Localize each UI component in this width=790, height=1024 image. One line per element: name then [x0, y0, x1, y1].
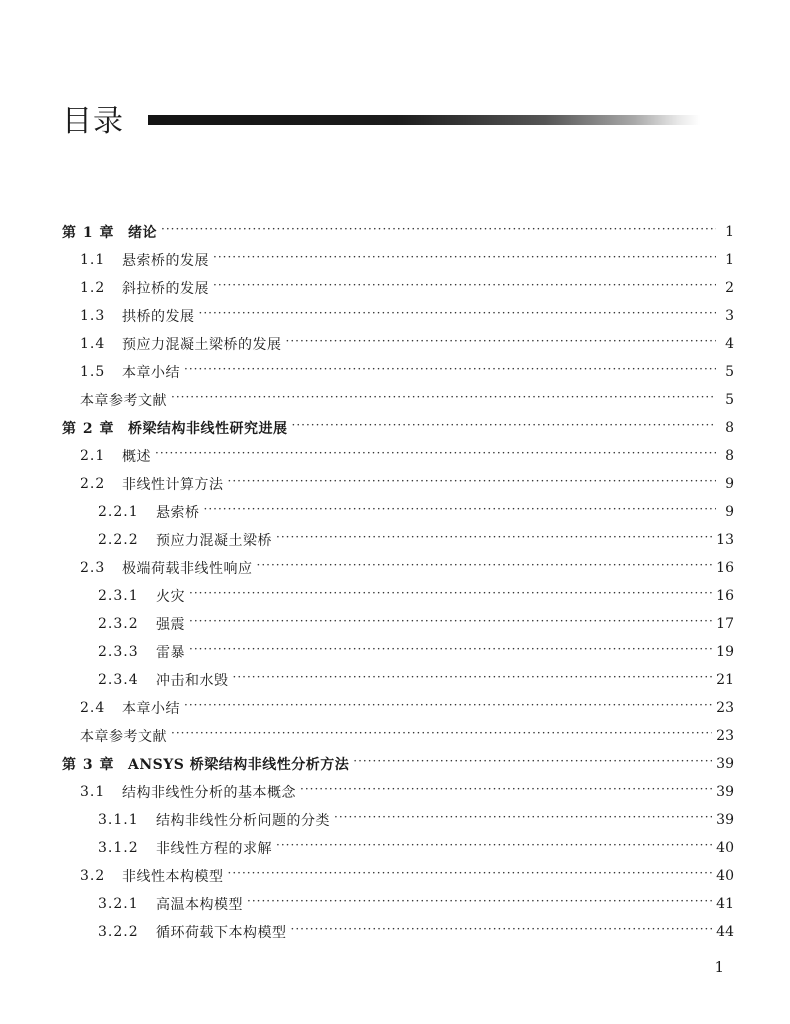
toc-dot-leader	[189, 617, 712, 631]
toc-entry-title: 冲击和水毁	[156, 673, 229, 689]
toc-entry-page: 19	[716, 644, 734, 660]
toc-entry-page: 5	[725, 364, 734, 380]
toc-dot-leader	[247, 897, 712, 911]
toc-entry-page: 9	[725, 476, 734, 492]
table-of-contents	[62, 218, 734, 946]
toc-entry-title: 本章小结	[122, 701, 180, 717]
toc-entry-title: 预应力混凝土梁桥的发展	[122, 337, 282, 353]
toc-dot-leader	[228, 477, 717, 491]
toc-entry-title: 拱桥的发展	[122, 309, 195, 325]
toc-entry-number: 2.2.2	[98, 532, 139, 548]
toc-entry-title: 循环荷载下本构模型	[156, 925, 287, 941]
toc-entry-number: 3.2	[80, 868, 106, 884]
toc-entry-page: 40	[716, 868, 734, 884]
toc-entry-title: ANSYS 桥梁结构非线性分析方法	[128, 757, 350, 773]
toc-chapter-entry[interactable]	[62, 414, 734, 442]
toc-chapter-entry[interactable]	[62, 750, 734, 778]
toc-dot-leader	[233, 673, 713, 687]
toc-entry-title: 雷暴	[156, 645, 185, 661]
toc-entry-title: 非线性本构模型	[122, 869, 224, 885]
toc-entry-title: 本章参考文献	[80, 729, 167, 745]
toc-entry-number: 1.2	[80, 280, 106, 296]
toc-dot-leader	[300, 785, 712, 799]
toc-entry-number: 3.2.2	[98, 924, 139, 940]
toc-references-entry[interactable]	[62, 722, 734, 750]
toc-section-entry[interactable]	[62, 330, 734, 358]
toc-entry-page: 17	[716, 616, 734, 632]
footer-page-number: 1	[714, 958, 724, 976]
toc-entry-number: 第 2 章	[62, 421, 115, 437]
toc-dot-leader	[334, 813, 712, 827]
toc-entry-title: 桥梁结构非线性研究进展	[128, 421, 288, 437]
toc-entry-title: 结构非线性分析问题的分类	[156, 813, 330, 829]
toc-section-entry[interactable]	[62, 778, 734, 806]
toc-references-entry[interactable]	[62, 386, 734, 414]
toc-entry-title: 斜拉桥的发展	[122, 281, 209, 297]
toc-entry-page: 9	[725, 504, 734, 520]
toc-dot-leader	[171, 393, 716, 407]
toc-section-entry[interactable]	[62, 582, 734, 610]
toc-entry-number: 2.3	[80, 560, 106, 576]
toc-entry-title: 悬索桥的发展	[122, 253, 209, 269]
toc-section-entry[interactable]	[62, 694, 734, 722]
toc-entry-title: 概述	[122, 449, 151, 465]
toc-entry-number: 1.3	[80, 308, 106, 324]
toc-section-entry[interactable]	[62, 442, 734, 470]
toc-entry-title: 强震	[156, 617, 185, 633]
toc-dot-leader	[276, 841, 712, 855]
toc-entry-page: 4	[725, 336, 734, 352]
toc-section-entry[interactable]	[62, 890, 734, 918]
toc-entry-title: 悬索桥	[156, 505, 200, 521]
toc-entry-number: 第 1 章	[62, 225, 115, 241]
toc-entry-page: 16	[716, 560, 734, 576]
toc-entry-title: 结构非线性分析的基本概念	[122, 785, 296, 801]
toc-entry-number: 3.1.1	[98, 812, 139, 828]
toc-entry-page: 39	[716, 756, 734, 772]
toc-entry-title: 高温本构模型	[156, 897, 243, 913]
toc-entry-title: 绪论	[128, 225, 157, 241]
toc-dot-leader	[213, 281, 716, 295]
toc-dot-leader	[171, 729, 712, 743]
toc-entry-page: 44	[716, 924, 734, 940]
toc-section-entry[interactable]	[62, 498, 734, 526]
toc-section-entry[interactable]	[62, 834, 734, 862]
toc-section-entry[interactable]	[62, 666, 734, 694]
toc-entry-page: 8	[725, 448, 734, 464]
toc-entry-title: 非线性方程的求解	[156, 841, 272, 857]
title-gradient-bar	[148, 115, 700, 125]
page-title: 目录	[62, 104, 124, 139]
toc-entry-number: 2.3.2	[98, 616, 139, 632]
toc-dot-leader	[291, 925, 713, 939]
toc-entry-page: 2	[725, 280, 734, 296]
toc-dot-leader	[199, 309, 717, 323]
toc-section-entry[interactable]	[62, 638, 734, 666]
toc-entry-page: 39	[716, 784, 734, 800]
toc-entry-number: 3.1.2	[98, 840, 139, 856]
toc-section-entry[interactable]	[62, 526, 734, 554]
toc-chapter-entry[interactable]	[62, 218, 734, 246]
toc-entry-page: 1	[725, 252, 734, 268]
toc-section-entry[interactable]	[62, 302, 734, 330]
toc-header	[62, 100, 702, 144]
toc-section-entry[interactable]	[62, 358, 734, 386]
toc-entry-page: 13	[716, 532, 734, 548]
toc-dot-leader	[184, 365, 716, 379]
toc-section-entry[interactable]	[62, 554, 734, 582]
toc-entry-page: 40	[716, 840, 734, 856]
toc-dot-leader	[189, 589, 712, 603]
toc-entry-page: 3	[725, 308, 734, 324]
toc-entry-title: 非线性计算方法	[122, 477, 224, 493]
toc-entry-page: 16	[716, 588, 734, 604]
toc-entry-number: 2.3.4	[98, 672, 139, 688]
toc-dot-leader	[228, 869, 713, 883]
toc-entry-number: 1.5	[80, 364, 106, 380]
toc-entry-number: 2.1	[80, 448, 106, 464]
toc-section-entry[interactable]	[62, 470, 734, 498]
toc-dot-leader	[161, 225, 716, 239]
toc-dot-leader	[155, 449, 716, 463]
toc-entry-page: 1	[725, 224, 734, 240]
toc-section-entry[interactable]	[62, 274, 734, 302]
toc-dot-leader	[353, 757, 712, 771]
toc-entry-number: 1.1	[80, 252, 106, 268]
toc-section-entry[interactable]	[62, 246, 734, 274]
toc-entry-page: 39	[716, 812, 734, 828]
toc-entry-number: 2.2.1	[98, 504, 139, 520]
toc-entry-title: 本章参考文献	[80, 393, 167, 409]
toc-entry-title: 极端荷载非线性响应	[122, 561, 253, 577]
toc-dot-leader	[184, 701, 712, 715]
toc-entry-title: 火灾	[156, 589, 185, 605]
toc-entry-number: 2.3.3	[98, 644, 139, 660]
toc-entry-number: 第 3 章	[62, 757, 115, 773]
toc-entry-page: 5	[725, 392, 734, 408]
toc-entry-number: 2.4	[80, 700, 106, 716]
toc-dot-leader	[257, 561, 713, 575]
toc-dot-leader	[286, 337, 717, 351]
toc-entry-page: 8	[725, 420, 734, 436]
toc-entry-title: 预应力混凝土梁桥	[156, 533, 272, 549]
toc-entry-page: 23	[716, 700, 734, 716]
toc-entry-title: 本章小结	[122, 365, 180, 381]
toc-section-entry[interactable]	[62, 862, 734, 890]
toc-section-entry[interactable]	[62, 918, 734, 946]
toc-dot-leader	[213, 253, 716, 267]
toc-dot-leader	[292, 421, 717, 435]
toc-dot-leader	[276, 533, 712, 547]
toc-dot-leader	[204, 505, 717, 519]
toc-entry-page: 23	[716, 728, 734, 744]
toc-entry-number: 2.2	[80, 476, 106, 492]
toc-entry-number: 1.4	[80, 336, 106, 352]
toc-entry-page: 41	[716, 896, 734, 912]
toc-entry-number: 3.1	[80, 784, 106, 800]
toc-entry-page: 21	[716, 672, 734, 688]
toc-section-entry[interactable]	[62, 806, 734, 834]
toc-dot-leader	[189, 645, 712, 659]
toc-entry-number: 3.2.1	[98, 896, 139, 912]
toc-entry-number: 2.3.1	[98, 588, 139, 604]
toc-section-entry[interactable]	[62, 610, 734, 638]
